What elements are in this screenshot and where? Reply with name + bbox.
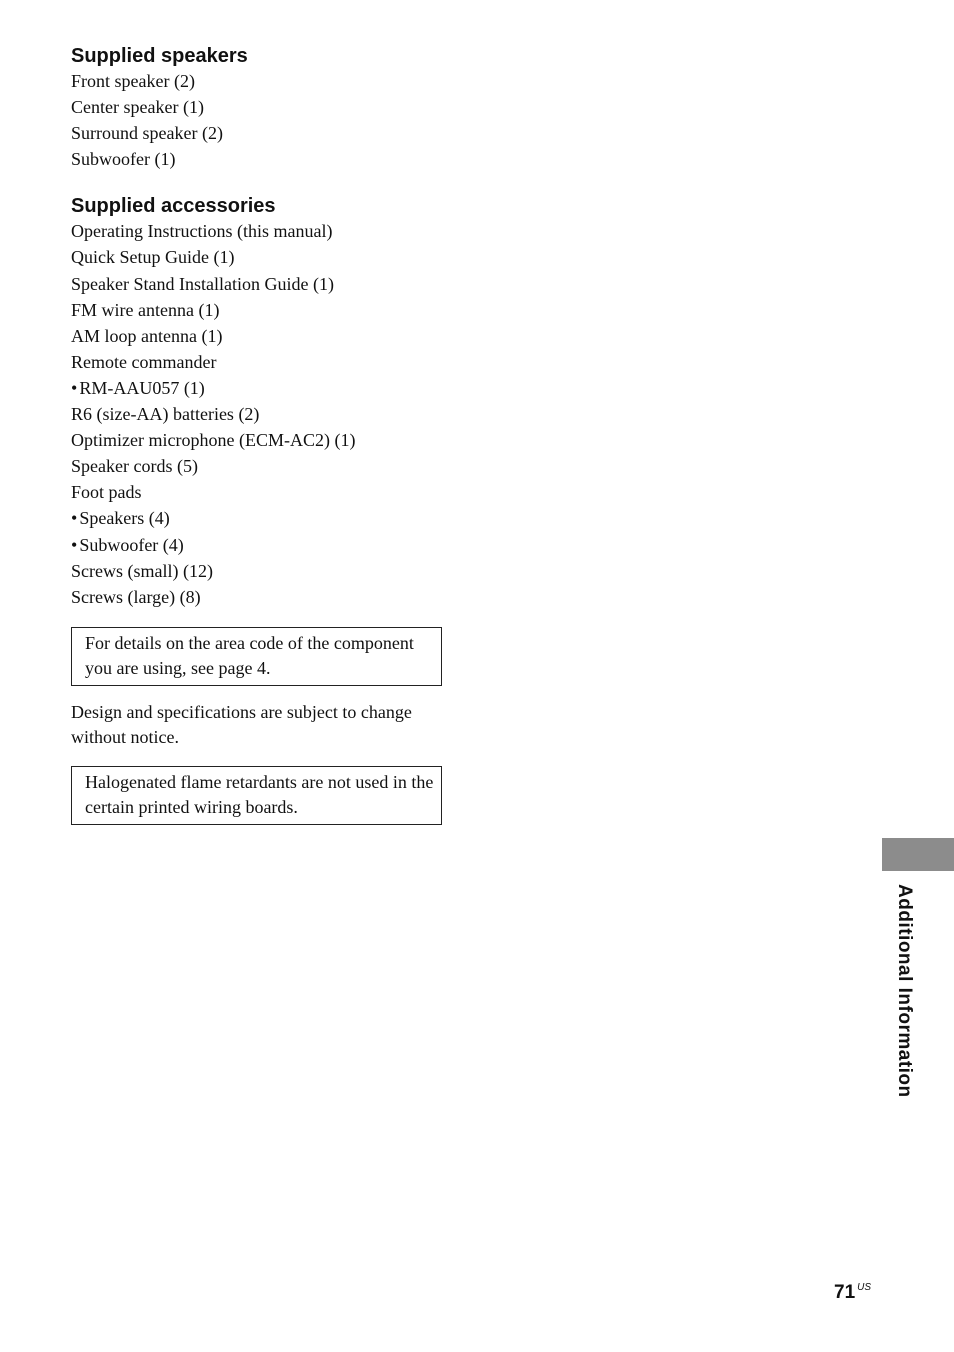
- list-item: Speaker cords (5): [71, 456, 198, 477]
- page-region-suffix: US: [857, 1282, 872, 1293]
- list-item: Front speaker (2): [71, 71, 195, 91]
- area-code-note-box: For details on the area code of the component you are using, see page 4.: [71, 627, 442, 686]
- list-item: Center speaker (1): [71, 97, 204, 118]
- list-item: • Speakers (4): [71, 505, 451, 531]
- design-change-note: Design and specifications are subject to change without notice.: [71, 701, 412, 747]
- list-item: • Subwoofer (4): [71, 532, 451, 558]
- supplied-accessories-list: [71, 218, 451, 609]
- supplied-speakers-list: [71, 68, 451, 172]
- list-item: Surround speaker (2): [71, 123, 223, 144]
- list-item: FM wire antenna (1): [71, 299, 220, 320]
- list-item: Screws (large) (8): [71, 586, 201, 607]
- list-item: Foot pads: [71, 482, 142, 503]
- halogen-note-box: Halogenated flame retardants are not used in the certain printed wiring boards.: [71, 766, 442, 825]
- side-tab-marker: [882, 838, 954, 871]
- page-number: [834, 1282, 871, 1304]
- list-item: • RM-AAU057 (1): [71, 375, 451, 401]
- list-item: Optimizer microphone (ECM-AC2) (1): [71, 430, 356, 451]
- list-item: R6 (size-AA) batteries (2): [71, 404, 260, 425]
- list-item: Quick Setup Guide (1): [71, 247, 235, 268]
- list-item: Speaker Stand Installation Guide (1): [71, 273, 334, 294]
- side-tab-label: Additional Information: [894, 884, 915, 1098]
- supplied-speakers-heading: Supplied speakers: [71, 45, 248, 67]
- main-column: [71, 44, 451, 825]
- list-item: Screws (small) (12): [71, 560, 213, 581]
- page-number-value: 71: [834, 1282, 856, 1303]
- list-item: Subwoofer (1): [71, 149, 176, 170]
- supplied-speakers-section: [71, 44, 451, 172]
- supplied-accessories-section: [71, 194, 451, 609]
- list-item: AM loop antenna (1): [71, 325, 223, 346]
- list-item: Operating Instructions (this manual): [71, 221, 333, 242]
- supplied-accessories-heading: Supplied accessories: [71, 195, 276, 218]
- list-item: Remote commander: [71, 351, 217, 372]
